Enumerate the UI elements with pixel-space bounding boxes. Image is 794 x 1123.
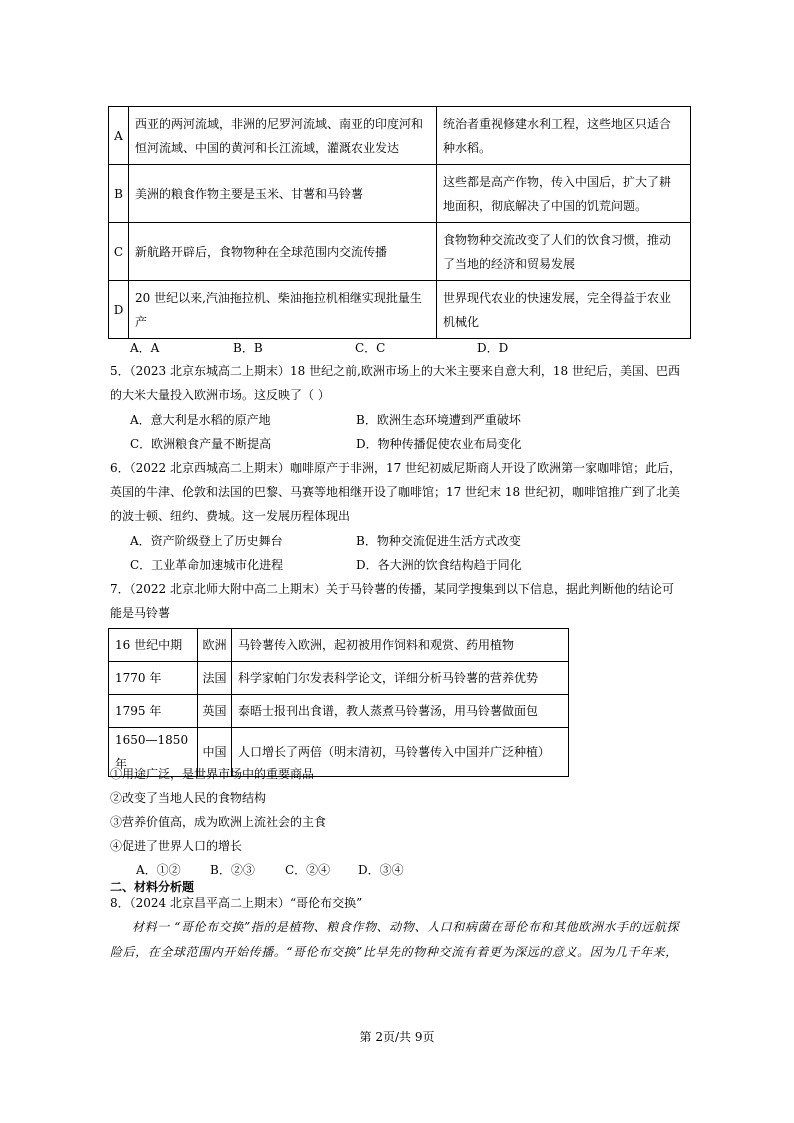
q8-material-line: 材料一 “哥伦布交换”指的是植物、粮食作物、动物、人口和病菌在哥伦布和其他欧洲水手的远航探 [132,920,680,934]
row-letter: A [109,107,129,165]
q6-option-b[interactable]: B．物种交流促进生活方式改变 [356,534,521,548]
table-cell-event: 泰晤士报刊出食谱，教人蒸煮马铃薯汤，用马铃薯做面包 [232,695,569,728]
q8-title: 8．（2024 北京昌平高二上期末）“哥伦布交换” [110,896,363,910]
q7-option-b[interactable]: B．②③ [210,863,255,877]
table-row [109,695,569,728]
table-cell-period: 1795 年 [109,695,198,728]
q7-item: ①用途广泛，是世界市场中的重要商品 [110,767,315,781]
q7-stem-line: 能是马铃薯 [110,606,171,620]
row-conclusion: 这些都是高产作物，传入中国后，扩大了耕 地面积，彻底解决了中国的饥荒问题。 [437,165,691,223]
table-cell-region: 中国 [198,728,232,777]
q6-stem-line: 的波士顿、纽约、费城。这一发展历程体现出 [110,509,351,523]
section-heading: 二、材料分析题 [110,880,195,894]
row-letter: C [109,223,129,281]
page-footer: 第 2页/共 9页 [359,1030,435,1044]
q5-option-c[interactable]: C．欧洲粮食产量不断提高 [130,437,272,451]
table-row [109,165,691,223]
q7-option-d[interactable]: D．③④ [358,863,404,877]
q5-option-b[interactable]: B．欧洲生态环境遭到严重破坏 [356,413,521,427]
table-cell-region: 法国 [198,662,232,695]
row-conclusion: 食物物种交流改变了人们的饮食习惯，推动 了当地的经济和贸易发展 [437,223,691,281]
q6-option-d[interactable]: D．各大洲的饮食结构趋于同化 [356,558,522,572]
row-letter: B [109,165,129,223]
q5-stem-line: 的大米大量投入欧洲市场。这反映了（ ） [110,388,330,402]
q7-item: ③营养价值高，成为欧洲上流社会的主食 [110,815,327,829]
table-cell-period: 16 世纪中期 [109,629,198,662]
q5-option-d[interactable]: D．物种传播促使农业布局变化 [356,437,522,451]
table-cell-event: 马铃薯传入欧洲，起初被用作饲料和观赏、药用植物 [232,629,569,662]
q7-stem-line: 7．（2022 北京北师大附中高二上期末）关于马铃薯的传播，某同学搜集到以下信息，据此判断他的结论可 [110,582,674,596]
q8-material-line: 险后，在全球范围内开始传播。“哥伦布交换”比早先的物种交流有着更为深远的意义。因为几千年来， [110,945,678,959]
q7-option-c[interactable]: C．②④ [285,863,331,877]
table-row [109,281,691,339]
table-cell-region: 欧洲 [198,629,232,662]
q6-stem-line: 6．（2022 北京西城高二上期末）咖啡原产于非洲，17 世纪初威尼斯商人开设了欧洲第一家咖啡馆；此后， [110,461,682,475]
q4-option-b[interactable]: B．B [233,341,263,355]
row-fact: 20 世纪以来,汽油拖拉机、柴油拖拉机相继实现批量生产 [129,281,437,339]
q5-option-a[interactable]: A．意大利是水稻的原产地 [130,413,271,427]
table-row [109,107,691,165]
table-cell-period: 1650—1850 年 [109,728,198,777]
q5-stem-line: 5．（2023 北京东城高二上期末）18 世纪之前,欧洲市场上的大米主要来自意大利，18 世纪后，美国、巴西 [110,364,680,378]
q6-option-a[interactable]: A．资产阶级登上了历史舞台 [130,534,283,548]
table-row [109,629,569,662]
table-cell-region: 英国 [198,695,232,728]
q6-option-c[interactable]: C．工业革命加速城市化进程 [130,558,284,572]
q7-option-a[interactable]: A．①② [136,863,181,877]
row-conclusion: 世界现代农业的快速发展，完全得益于农业 机械化 [437,281,691,339]
q7-item: ②改变了当地人民的食物结构 [110,791,267,805]
row-fact: 美洲的粮食作物主要是玉米、甘薯和马铃薯 [129,165,437,223]
q4-option-c[interactable]: C．C [355,341,386,355]
q4-option-d[interactable]: D．D [477,341,509,355]
row-fact: 西亚的两河流域，非洲的尼罗河流域、南亚的印度河和 恒河流域、中国的黄河和长江流域，灌溉农业发达 [129,107,437,165]
table-cell-event: 人口增长了两倍（明末清初，马铃薯传入中国并广泛种植） [232,728,569,777]
options-table [108,106,691,339]
row-fact: 新航路开辟后，食物物种在全球范围内交流传播 [129,223,437,281]
row-letter: D [109,281,129,339]
q6-stem-line: 英国的牛津、伦敦和法国的巴黎、马赛等地相继开设了咖啡馆；17 世纪末 18 世纪初，咖啡馆推广到了北美 [110,485,680,499]
table-row [109,662,569,695]
table-cell-period: 1770 年 [109,662,198,695]
table-row [109,223,691,281]
potato-info-table [108,628,569,777]
q7-item: ④促进了世界人口的增长 [110,839,243,853]
table-cell-event: 科学家帕门尔发表科学论文，详细分析马铃薯的营养优势 [232,662,569,695]
q4-option-a[interactable]: A．A [130,341,160,355]
row-conclusion: 统治者重视修建水利工程，这些地区只适合 种水稻。 [437,107,691,165]
